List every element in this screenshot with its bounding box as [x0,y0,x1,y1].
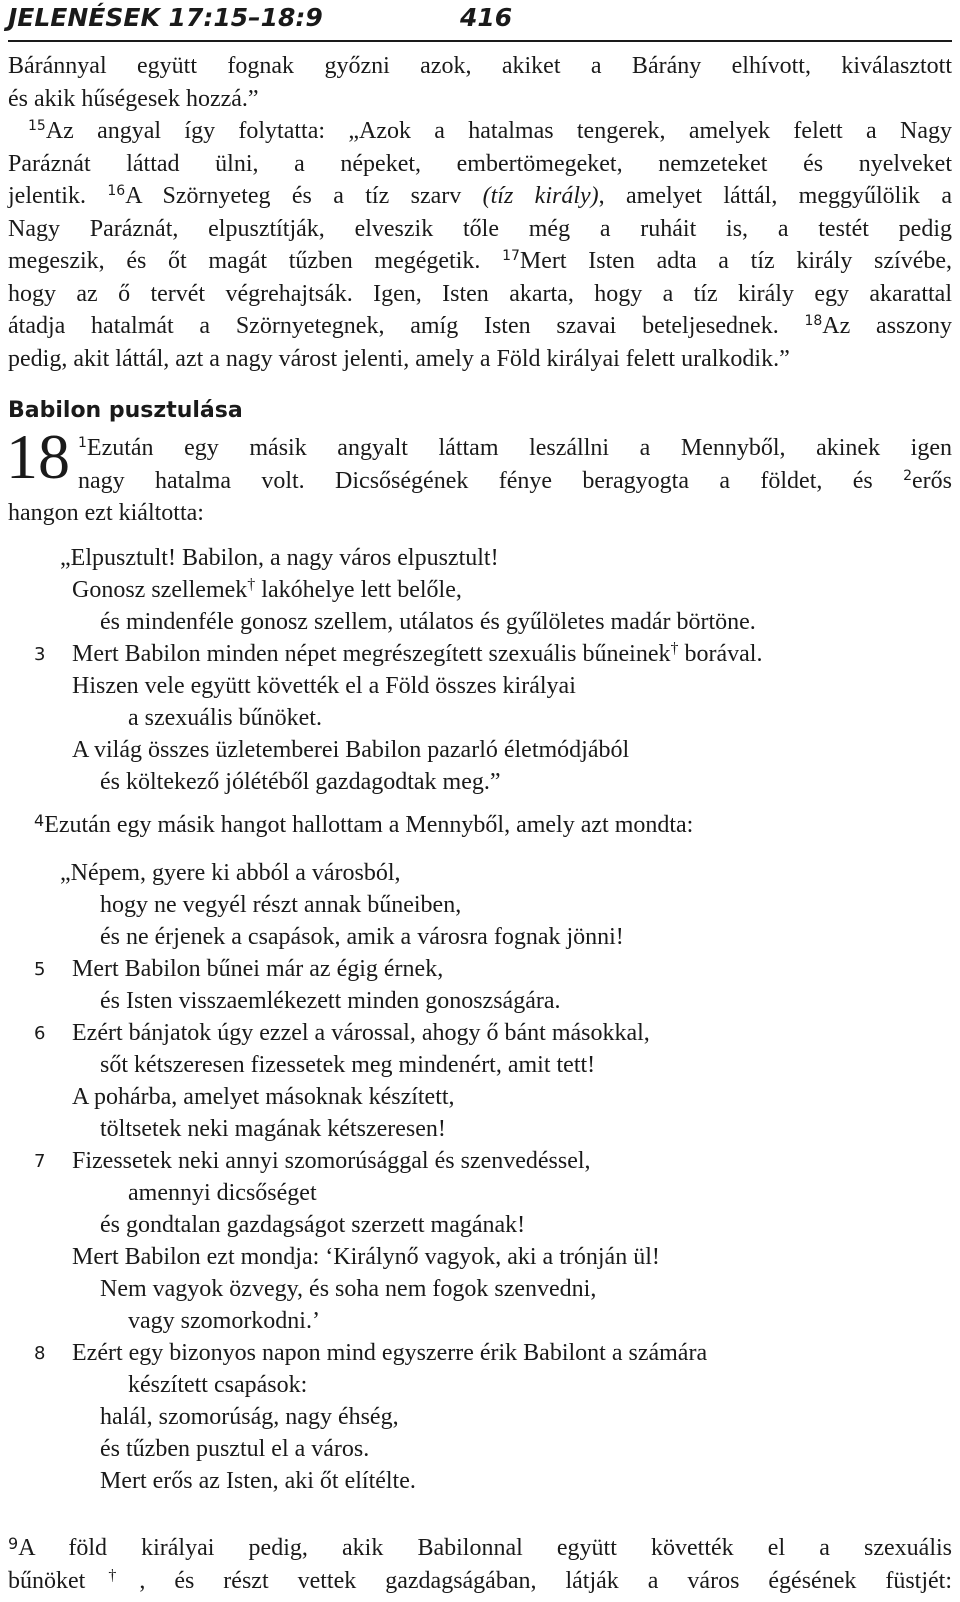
poem-line: és Isten visszaemlékezett minden gonoszságára. [100,988,561,1014]
verse-number: 15 [28,118,46,134]
verse-text: Gonosz szellemek [72,577,248,603]
verse-text: lakóhelye lett belőle, [255,577,462,603]
verse-number: 16 [107,183,126,199]
verse-number: 9 [8,1534,19,1553]
verse-text: A föld királyai pedig, akik Babilonnal együtt követték el a szexuális [18,1535,952,1561]
poem-line: és tűzben pusztul el a város. [100,1436,370,1462]
text-line [8,245,952,278]
footnote-dagger: † [670,640,679,657]
poem-line: vagy szomorkodni.’ [128,1308,320,1334]
poem-line: hogy ne vegyél részt annak bűneiben, [100,892,462,918]
text-line: pedig, akit láttál, azt a nagy várost jelenti, amely a Föld királyai felett uralkodik.” [8,345,790,372]
verse-number: 17 [502,248,520,264]
section-heading: Babilon pusztulása [8,398,243,423]
verse-text: bűnöket [8,1567,86,1594]
text-line [78,465,952,498]
poem-line [34,812,693,839]
verse-text: Ezután egy másik hangot hallottam a Mennyből, amely azt mondta: [44,812,694,838]
poem-line: és ne érjenek a csapások, amik a városra fognak jönni! [100,924,624,950]
text-line: Nagy Paráznát, elpusztítják, elveszik tőle még a ruháit is, a testét pedig [8,215,952,242]
poem-line: töltsetek neki magának kétszeresen! [100,1116,446,1142]
verse-text: átadja hatalmát a Szörnyetegnek, amíg Isten szavai beteljesednek. [8,313,779,339]
poem-line: sőt kétszeresen fizessetek meg mindenért, amit tett! [100,1052,596,1078]
text-line [8,115,952,148]
verse-number: 7 [34,1151,46,1172]
poem-line: Nem vagyok özvegy, és soha nem fogok szenvedni, [100,1276,597,1302]
running-header [8,0,952,42]
poem-line: és mindenféle gonosz szellem, utálatos és gyűlöletes madár börtöne. [100,609,756,635]
poem-line: és gondtalan gazdagságot szerzett magának! [100,1212,526,1238]
poem-line: Mert erős az Isten, aki őt elítélte. [100,1468,416,1494]
verse-number: 8 [34,1343,46,1364]
poem-line: „Népem, gyere ki abból a városból, [60,860,401,886]
page-number: 416 [460,3,513,32]
verse-text: Az asszony [822,313,953,339]
verse-text: Mert Isten adta a tíz király szívébe, [519,248,952,274]
text-line: hogy az ő tervét végrehajtsák. Igen, Isten akarta, hogy a tíz király egy akarattal [8,280,952,307]
verse-text: Ezután egy másik angyalt láttam leszállni a Mennyből, akinek igen [86,435,952,461]
text-line [78,432,952,465]
poem-line: Mert Babilon ezt mondja: ‘Királynő vagyok, aki a trónján ül! [72,1244,660,1270]
text-line: és akik hűségesek hozzá.” [8,85,259,112]
verse-text: borával. [678,641,763,667]
verse-number: 18 [804,313,823,329]
footnote-dagger: † [85,1566,140,1584]
paragraph-17-14-18 [8,50,952,375]
poem-line [72,577,462,604]
verse-text: , és részt vettek gazdagságában, látják a város égésének füstjét: [139,1567,953,1594]
verse-number: 5 [34,959,46,980]
verse-text: Az angyal így folytatta: „Azok a hatalmas tengerek, amelyek felett a Nagy [45,118,952,144]
chapter-number: 18 [6,421,70,492]
poem-line [72,641,762,668]
poem-line: készített csapások: [128,1372,308,1398]
poem-line: Fizessetek neki annyi szomorúsággal és szenvedéssel, [72,1148,591,1174]
verse-text: erős [912,467,953,494]
text-line [8,1565,952,1598]
verse-text: A Szörnyeteg és a tíz szarv [125,183,462,209]
text-line: Báránnyal együtt fognak győzni azok, akiket a Bárány elhívott, kiválasztott [8,53,952,79]
paragraph-18-2-cont [8,497,952,530]
verse-text: Mert Babilon minden népet megrészegített szexuális bűneinek [72,641,671,667]
text-line: hangon ezt kiáltotta: [8,500,204,526]
poem-line: Mert Babilon bűnei már az égig érnek, [72,956,444,982]
text-line [8,1532,952,1565]
poem-line: „Elpusztult! Babilon, a nagy város elpusztult! [60,545,499,571]
text-line [8,180,952,213]
verse-text: jelentik. [8,183,86,209]
italic-note: (tíz király) [482,183,599,209]
verse-number: 4 [34,811,45,830]
paragraph-18-1-2 [78,432,952,497]
verse-number: 6 [34,1023,46,1044]
poem-line: és költekező jólétéből gazdagodtak meg.” [100,769,501,795]
poem-line: A világ összes üzletemberei Babilon pazarló életmódjából [72,737,630,763]
text-line [8,310,952,343]
footnote-dagger: † [247,576,256,593]
paragraph-18-9 [8,1532,952,1597]
poem-line: A pohárba, amelyet másoknak készített, [72,1084,455,1110]
poem-line: halál, szomorúság, nagy éhség, [100,1404,399,1430]
text-line: Paráznát láttad ülni, a népeket, embertömegeket, nemzeteket és nyelveket [8,150,952,177]
verse-number: 1 [78,435,87,451]
verse-text: , amelyet láttál, meggyűlölik a [598,183,953,209]
poem-line: a szexuális bűnöket. [128,705,322,731]
poem-line: amennyi dicsőséget [128,1180,317,1206]
book-reference: JELENÉSEK 17:15–18:9 [8,3,323,32]
verse-number: 2 [903,467,913,484]
verse-number: 3 [34,644,46,665]
poem-line: Hiszen vele együtt követték el a Föld összes királyai [72,673,576,699]
verse-text: megeszik, és őt magát tűzben megégetik. [8,248,481,274]
poem-line: Ezért egy bizonyos napon mind egyszerre érik Babilont a számára [72,1340,708,1366]
poem-line: Ezért bánjatok úgy ezzel a várossal, ahogy ő bánt másokkal, [72,1020,650,1046]
verse-text: nagy hatalma volt. Dicsőségének fénye beragyogta a földet, és [78,467,873,494]
